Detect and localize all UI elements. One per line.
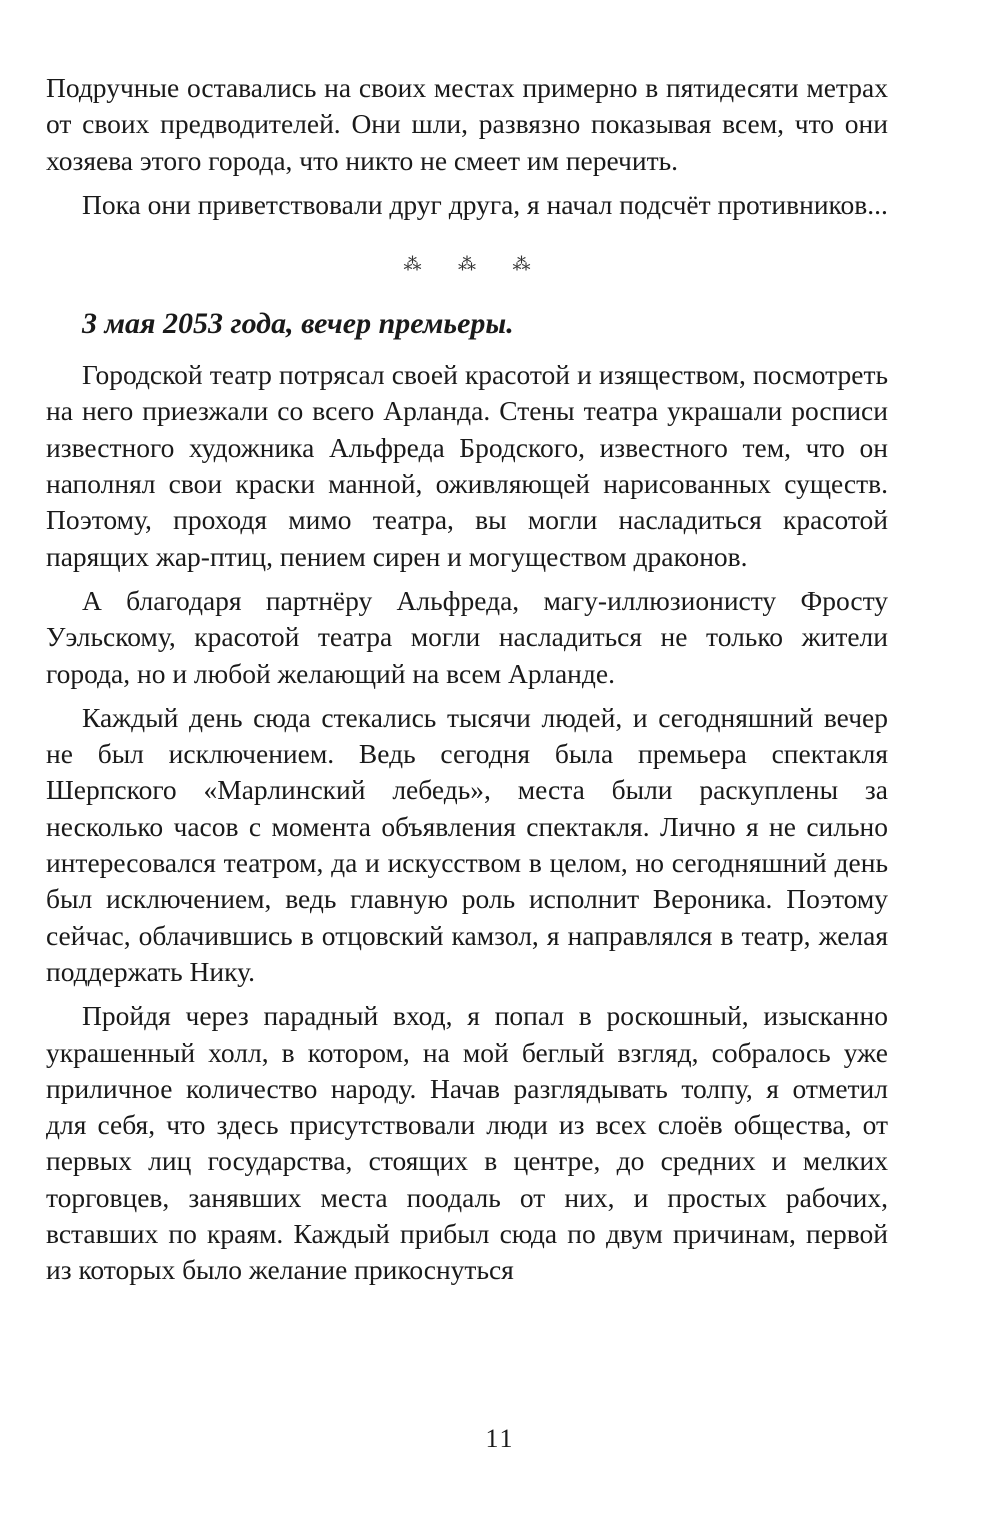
section-heading: 3 мая 2053 года, вечер премьеры. <box>82 307 514 341</box>
intro-paragraph-2: Пока они приветствовали друг друга, я начал подсчёт противников... <box>82 188 888 220</box>
section-separator: ⁂ ⁂ ⁂ <box>403 254 547 275</box>
body-paragraph-2: А благодаря партнёру Альфреда, магу-иллюзионисту Фросту Уэльскому, красотой театра могли насладиться не только жители города, но и любой желающий на всем Арланде. <box>46 584 888 689</box>
intro-paragraph-1: Подручные оставались на своих местах примерно в пятидесяти метрах от своих предводителей. Они шли, развязно показывая всем, что они хозяева этого города, что никто не смеет им перечить. <box>46 72 888 176</box>
body-paragraph-4: Пройдя через парадный вход, я попал в роскошный, изысканно украшенный холл, в котором, на мой беглый взгляд, собралось уже приличное количество народу. Начав разглядывать толпу, я отметил для себя, что здесь присутствовали люди из всех слоёв общества, от первых лиц государства, стоящих в центре, до средних и мелких торговцев, занявших места поодаль от них, и простых рабочих, вставших по краям. Каждый прибыл сюда по двум причинам, первой из которых было желание прикоснуться <box>46 1000 888 1286</box>
body-paragraph-3: Каждый день сюда стекались тысячи людей, и сегодняшний вечер не был исключением. Ведь сегодня была премьера спектакля Шерпского «Марлинский лебедь», места были раскуплены за несколько часов с момента объявления спектакля. Лично я не сильно интересовался театром, да и искусством в целом, но сегодняшний день был исключением, ведь главную роль исполнит Вероника. Поэтому сейчас, облачившись в отцовский камзол, я направлялся в театр, желая поддержать Нику. <box>46 701 888 987</box>
book-page <box>46 70 888 1297</box>
body-paragraph-1: Городской театр потрясал своей красотой и изяществом, посмотреть на него приезжали со всего Арланда. Стены театра украшали росписи известного художника Альфреда Бродского, известного тем, что он наполнял свои краски манной, оживляющей нарисованных существ. Поэтому, проходя мимо театра, вы могли насладиться красотой парящих жар-птиц, пением сирен и могуществом драконов. <box>46 359 888 572</box>
page-number: 11 <box>485 1424 515 1453</box>
